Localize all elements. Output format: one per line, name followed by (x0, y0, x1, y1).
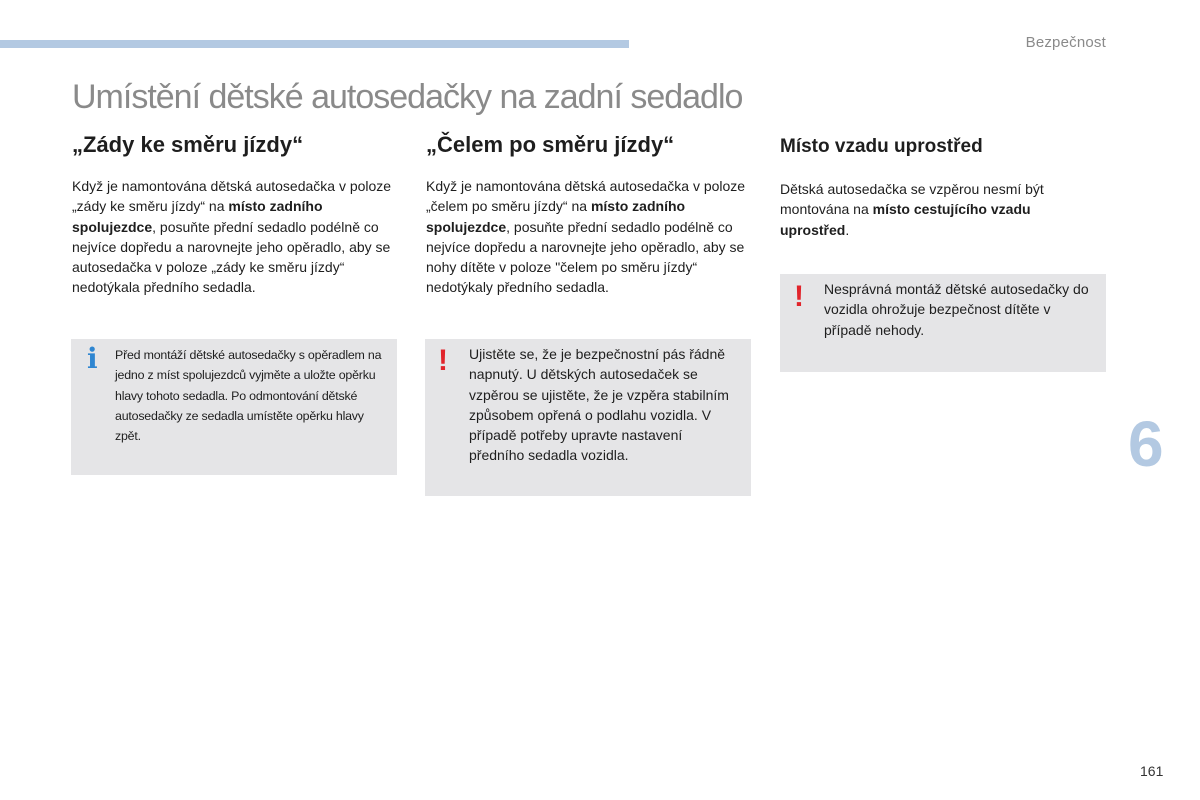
page-title: Umístění dětské autosedačky na zadní sedadlo (72, 78, 743, 116)
warning-note (425, 339, 751, 496)
warning-icon: ! (438, 344, 448, 377)
column-heading: Místo vzadu uprostřed (780, 136, 983, 157)
column-paragraph: Když je namontována dětská autosedačka v poloze „čelem po směru jízdy“ na místo zadního spolujezdce, posuňte přední sedadlo podélně co nejvíce dopředu a narovnejte jeho opěradlo, aby se nohy dítěte v poloze "čelem po směru jízdy“ nedotýkaly předního sedadla. (426, 178, 746, 296)
note-text: Před montáží dětské autosedačky s opěradlem na jedno z míst spolujezdců vyjměte a uložte opěrku hlavy tohoto sedadla. Po odmontování dětské autosedačky ze sedadla umístěte opěrku hlavy zpět. (115, 348, 382, 444)
column-paragraph: Když je namontována dětská autosedačka v poloze „zády ke směru jízdy“ na místo zadního spolujezdce, posuňte přední sedadlo podélně co nejvíce dopředu a narovnejte jeho opěradlo, aby se autosedačka v poloze „zády ke směru jízdy“ nedotýkala předního sedadla. (72, 178, 392, 296)
column-forward-facing (426, 132, 754, 298)
warning-icon: ! (794, 280, 804, 313)
note-text: Nesprávná montáž dětské autosedačky do vozidla ohrožuje bezpečnost dítěte v případě nehody. (824, 281, 1089, 338)
note-text: Ujistěte se, že je bezpečnostní pás řádně napnutý. U dětských autosedaček se vzpěrou se ujistěte, že je vzpěra stabilním způsobem opřená o podlahu vozidla. V případě potřeby upravte nastavení předního sedadla vozidla. (469, 346, 729, 464)
chapter-number: 6 (1128, 408, 1164, 480)
column-rear-centre (780, 132, 1108, 240)
header-accent-bar (0, 40, 629, 48)
info-note (71, 339, 397, 475)
section-label: Bezpečnost (1025, 34, 1106, 51)
column-paragraph: Dětská autosedačka se vzpěrou nesmí být montována na místo cestujícího vzadu uprostřed. (780, 181, 1044, 238)
info-icon: i (87, 342, 98, 375)
page-number: 161 (1140, 763, 1164, 779)
column-rear-facing (72, 132, 400, 298)
warning-note (780, 274, 1106, 372)
column-heading: „Čelem po směru jízdy“ (426, 132, 675, 157)
column-heading: „Zády ke směru jízdy“ (72, 132, 304, 157)
